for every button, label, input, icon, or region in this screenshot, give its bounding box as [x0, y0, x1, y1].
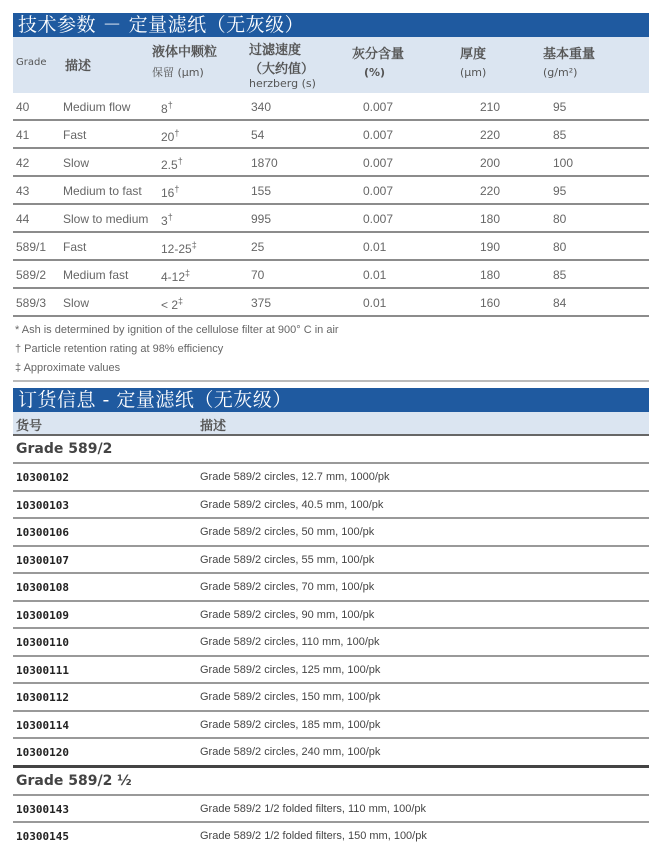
spec-row: 41 Fast 20† 54 0.007 220 85 — [13, 121, 649, 149]
header-speed-1: 过滤速度 — [249, 43, 302, 58]
order-row: 10300111 Grade 589/2 circles, 125 mm, 100/pk — [13, 657, 649, 685]
footnotes — [13, 317, 649, 382]
header-ash-1: 灰分含量 — [352, 47, 405, 62]
order-row: 10300120 Grade 589/2 circles, 240 mm, 100/pk — [16, 746, 381, 759]
order-row: 10300102 Grade 589/2 circles, 12.7 mm, 1000/pk — [13, 464, 649, 492]
document — [13, 13, 649, 849]
order-row: 10300110 Grade 589/2 circles, 110 mm, 100/pk — [13, 629, 649, 657]
order-table-header — [13, 412, 649, 436]
spec-row: 43 Medium to fast 16† 155 0.007 220 95 — [13, 177, 649, 205]
spec-row: 44 Slow to medium 3† 995 0.007 180 80 — [13, 205, 649, 233]
order-row: 10300108 Grade 589/2 circles, 70 mm, 100/pk — [13, 574, 649, 602]
header-description: 描述 — [200, 419, 227, 434]
spec-title: 技术参数 － 定量滤纸（无灰级） — [13, 13, 649, 37]
header-speed-3: herzberg (s) — [249, 77, 316, 90]
header-grade: Grade — [16, 57, 47, 68]
spec-row: 589/2 Medium fast 4-12‡ 70 0.01 180 85 — [13, 261, 649, 289]
spec-row: 40 Medium flow 8† 340 0.007 210 95 — [13, 93, 649, 121]
order-row: 10300112 Grade 589/2 circles, 150 mm, 100/pk — [13, 684, 649, 712]
header-weight-1: 基本重量 — [543, 47, 596, 62]
order-row: 10300114 Grade 589/2 circles, 185 mm, 100/pk — [13, 712, 649, 740]
header-part-number: 货号 — [16, 419, 43, 434]
group-heading: Grade 589/2 — [13, 436, 649, 464]
header-desc: 描述 — [65, 59, 92, 74]
order-row: 10300109 Grade 589/2 circles, 90 mm, 100/pk — [13, 602, 649, 630]
order-row: 10300103 Grade 589/2 circles, 40.5 mm, 100/pk — [13, 492, 649, 520]
order-row: 10300143 Grade 589/2 1/2 folded filters, 110 mm, 100/pk — [13, 796, 649, 824]
header-thickness-1: 厚度 — [460, 47, 487, 62]
footnote-ash: * Ash is determined by ignition of the cellulose filter at 900° C in air — [15, 324, 339, 336]
header-retention-1: 液体中颗粒 — [152, 45, 218, 60]
order-row: 10300106 Grade 589/2 circles, 50 mm, 100/pk — [13, 519, 649, 547]
spec-row: 589/1 Fast 12-25‡ 25 0.01 190 80 — [13, 233, 649, 261]
header-ash-2: (%) — [364, 66, 386, 79]
header-thickness-2: (μm) — [460, 66, 487, 79]
order-row: 10300145 Grade 589/2 1/2 folded filters, 150 mm, 100/pk — [16, 830, 427, 843]
footnote-approx: ‡ Approximate values — [15, 362, 121, 374]
header-retention-2: 保留 (μm) — [152, 66, 204, 79]
spec-row: 589/3 Slow < 2‡ 375 0.01 160 84 — [13, 289, 649, 317]
header-speed-2: （大约值） — [249, 62, 315, 77]
spec-row: 42 Slow 2.5† 1870 0.007 200 100 — [13, 149, 649, 177]
spec-table-header — [13, 37, 649, 93]
order-title: 订货信息 - 定量滤纸（无灰级） — [13, 388, 649, 412]
header-weight-2: (g/m²) — [543, 66, 578, 79]
order-row: 10300107 Grade 589/2 circles, 55 mm, 100/pk — [13, 547, 649, 575]
group-heading: Grade 589/2 ½ — [13, 765, 649, 796]
spec-table-body — [13, 93, 649, 317]
footnote-retention: † Particle retention rating at 98% efficiency — [15, 343, 224, 355]
